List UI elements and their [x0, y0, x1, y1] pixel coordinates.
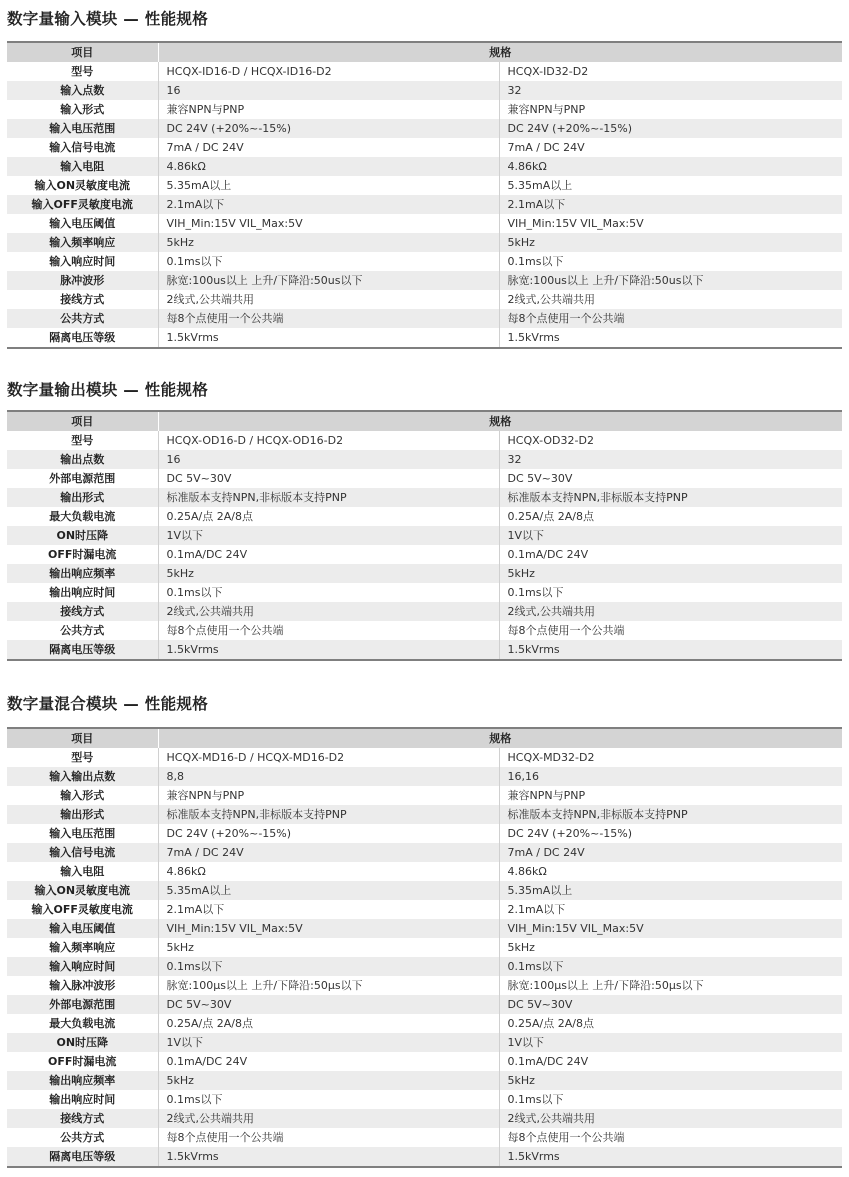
spec-value-col1: DC 5V~30V	[158, 469, 499, 488]
spec-value-col2: 5kHz	[499, 233, 842, 252]
spec-label: 输入点数	[7, 81, 158, 100]
table-row	[7, 995, 842, 1014]
spec-label: 输入电压阈值	[7, 919, 158, 938]
spec-value-col2: DC 5V~30V	[499, 469, 842, 488]
spec-value-col2: 每8个点使用一个公共端	[499, 1128, 842, 1147]
table-row	[7, 786, 842, 805]
spec-value-col1: 5kHz	[158, 1071, 499, 1090]
spec-value-col2: 0.1ms以下	[499, 252, 842, 271]
table-row	[7, 957, 842, 976]
spec-label: OFF时漏电流	[7, 1052, 158, 1071]
spec-value-col1: 16	[158, 450, 499, 469]
spec-value-col1: 5kHz	[158, 938, 499, 957]
spec-label: 公共方式	[7, 309, 158, 328]
spec-label: 隔离电压等级	[7, 1147, 158, 1167]
spec-value-col1: 2线式,公共端共用	[158, 602, 499, 621]
table-row	[7, 431, 842, 450]
table-body	[7, 62, 842, 348]
spec-label: ON时压降	[7, 1033, 158, 1052]
spec-label: ON时压降	[7, 526, 158, 545]
spec-value-col2: 2线式,公共端共用	[499, 1109, 842, 1128]
table-row	[7, 1014, 842, 1033]
section-title: 数字量输入模块 — 性能规格	[7, 10, 208, 28]
spec-value-col2: 32	[499, 450, 842, 469]
table-row	[7, 862, 842, 881]
mixed-spec-table	[7, 727, 842, 1168]
table-row	[7, 271, 842, 290]
spec-label: 输入ON灵敏度电流	[7, 881, 158, 900]
spec-value-col1: DC 5V~30V	[158, 995, 499, 1014]
spec-value-col1: 标准版本支持NPN,非标版本支持PNP	[158, 805, 499, 824]
spec-label: 输出形式	[7, 488, 158, 507]
spec-value-col2: DC 24V (+20%~-15%)	[499, 824, 842, 843]
spec-label: 隔离电压等级	[7, 640, 158, 660]
spec-value-col1: 0.25A/点 2A/8点	[158, 507, 499, 526]
spec-value-col1: 0.1ms以下	[158, 252, 499, 271]
spec-label: 输入电压范围	[7, 824, 158, 843]
spec-value-col1: 5.35mA以上	[158, 176, 499, 195]
spec-value-col1: 7mA / DC 24V	[158, 843, 499, 862]
section-title: 数字量混合模块 — 性能规格	[7, 695, 208, 713]
table-row	[7, 100, 842, 119]
spec-value-col1: 4.86kΩ	[158, 862, 499, 881]
spec-value-col1: 5kHz	[158, 564, 499, 583]
spec-value-col1: 0.1ms以下	[158, 583, 499, 602]
spec-value-col2: 32	[499, 81, 842, 100]
spec-value-col2: 1V以下	[499, 526, 842, 545]
spec-label: 输出响应时间	[7, 583, 158, 602]
spec-value-col1: DC 24V (+20%~-15%)	[158, 824, 499, 843]
table-body	[7, 431, 842, 660]
spec-value-col1: 脉宽:100μs以上 上升/下降沿:50μs以下	[158, 976, 499, 995]
table-row	[7, 1090, 842, 1109]
spec-value-col2: 4.86kΩ	[499, 157, 842, 176]
spec-label: 输出响应频率	[7, 564, 158, 583]
spec-value-col1: 7mA / DC 24V	[158, 138, 499, 157]
header-spec: 规格	[158, 728, 842, 748]
spec-value-col1: 标准版本支持NPN,非标版本支持PNP	[158, 488, 499, 507]
table-row	[7, 309, 842, 328]
spec-value-col2: HCQX-OD32-D2	[499, 431, 842, 450]
spec-value-col1: HCQX-MD16-D / HCQX-MD16-D2	[158, 748, 499, 767]
spec-value-col2: VIH_Min:15V VIL_Max:5V	[499, 214, 842, 233]
table-row	[7, 621, 842, 640]
table-row	[7, 938, 842, 957]
spec-value-col2: 5kHz	[499, 938, 842, 957]
spec-value-col1: 1V以下	[158, 526, 499, 545]
spec-value-col2: 0.1mA/DC 24V	[499, 545, 842, 564]
spec-label: 输入脉冲波形	[7, 976, 158, 995]
table-row	[7, 290, 842, 309]
spec-label: 接线方式	[7, 602, 158, 621]
spec-value-col1: 脉宽:100us以上 上升/下降沿:50us以下	[158, 271, 499, 290]
table-row	[7, 1147, 842, 1167]
spec-label: 型号	[7, 748, 158, 767]
table-row	[7, 195, 842, 214]
table-row	[7, 602, 842, 621]
header-item: 项目	[71, 731, 94, 745]
spec-value-col1: 2.1mA以下	[158, 900, 499, 919]
spec-value-col1: 2线式,公共端共用	[158, 290, 499, 309]
table-row	[7, 138, 842, 157]
spec-value-col1: 8,8	[158, 767, 499, 786]
spec-label: 接线方式	[7, 1109, 158, 1128]
table-body	[7, 748, 842, 1167]
table-row	[7, 1052, 842, 1071]
spec-value-col2: 0.25A/点 2A/8点	[499, 1014, 842, 1033]
spec-value-col2: 兼容NPN与PNP	[499, 786, 842, 805]
table-row	[7, 564, 842, 583]
spec-value-col1: 0.1ms以下	[158, 1090, 499, 1109]
spec-value-col2: 1.5kVrms	[499, 328, 842, 348]
spec-value-col1: 1.5kVrms	[158, 328, 499, 348]
table-header-row	[7, 728, 842, 748]
table-row	[7, 176, 842, 195]
table-row	[7, 1033, 842, 1052]
table-row	[7, 469, 842, 488]
header-item: 项目	[71, 45, 94, 59]
spec-value-col1: DC 24V (+20%~-15%)	[158, 119, 499, 138]
spec-value-col1: 16	[158, 81, 499, 100]
spec-value-col2: 0.1ms以下	[499, 957, 842, 976]
table-row	[7, 526, 842, 545]
table-row	[7, 900, 842, 919]
spec-label: 输入电阻	[7, 862, 158, 881]
spec-label: 型号	[7, 62, 158, 81]
table-row	[7, 214, 842, 233]
spec-label: 输出响应时间	[7, 1090, 158, 1109]
spec-value-col1: 0.1ms以下	[158, 957, 499, 976]
spec-value-col2: 1.5kVrms	[499, 1147, 842, 1167]
spec-value-col1: 2.1mA以下	[158, 195, 499, 214]
spec-value-col1: 兼容NPN与PNP	[158, 100, 499, 119]
spec-value-col2: HCQX-MD32-D2	[499, 748, 842, 767]
header-item: 项目	[71, 414, 94, 428]
table-row	[7, 328, 842, 348]
spec-value-col1: 5kHz	[158, 233, 499, 252]
spec-value-col2: 16,16	[499, 767, 842, 786]
spec-label: 输入频率响应	[7, 938, 158, 957]
table-row	[7, 919, 842, 938]
table-row	[7, 81, 842, 100]
spec-label: 输入电压阈值	[7, 214, 158, 233]
spec-value-col2: 脉宽:100μs以上 上升/下降沿:50μs以下	[499, 976, 842, 995]
spec-label: 外部电源范围	[7, 469, 158, 488]
table-row	[7, 507, 842, 526]
spec-label: 输入电阻	[7, 157, 158, 176]
spec-label: 输入输出点数	[7, 767, 158, 786]
spec-value-col2: HCQX-ID32-D2	[499, 62, 842, 81]
table-header-row	[7, 411, 842, 431]
spec-value-col2: 4.86kΩ	[499, 862, 842, 881]
spec-label: 输入频率响应	[7, 233, 158, 252]
spec-label: 公共方式	[7, 1128, 158, 1147]
spec-label: 输入形式	[7, 786, 158, 805]
table-row	[7, 450, 842, 469]
table-row	[7, 881, 842, 900]
spec-label: 外部电源范围	[7, 995, 158, 1014]
spec-value-col1: 每8个点使用一个公共端	[158, 621, 499, 640]
table-row	[7, 583, 842, 602]
spec-label: 输出点数	[7, 450, 158, 469]
spec-value-col2: 每8个点使用一个公共端	[499, 621, 842, 640]
table-row	[7, 767, 842, 786]
spec-value-col2: 0.1mA/DC 24V	[499, 1052, 842, 1071]
spec-value-col2: 1.5kVrms	[499, 640, 842, 660]
spec-value-col1: 兼容NPN与PNP	[158, 786, 499, 805]
spec-value-col1: 2线式,公共端共用	[158, 1109, 499, 1128]
table-row	[7, 976, 842, 995]
spec-label: 输出形式	[7, 805, 158, 824]
spec-label: 隔离电压等级	[7, 328, 158, 348]
spec-value-col2: 兼容NPN与PNP	[499, 100, 842, 119]
spec-label: 输入电压范围	[7, 119, 158, 138]
spec-value-col2: 5.35mA以上	[499, 176, 842, 195]
spec-value-col2: 7mA / DC 24V	[499, 138, 842, 157]
spec-value-col1: 0.1mA/DC 24V	[158, 545, 499, 564]
spec-value-col2: DC 5V~30V	[499, 995, 842, 1014]
table-row	[7, 62, 842, 81]
spec-value-col2: 0.1ms以下	[499, 1090, 842, 1109]
spec-value-col1: 每8个点使用一个公共端	[158, 309, 499, 328]
table-row	[7, 824, 842, 843]
table-row	[7, 843, 842, 862]
table-row	[7, 233, 842, 252]
spec-value-col2: 标准版本支持NPN,非标版本支持PNP	[499, 805, 842, 824]
table-row	[7, 1128, 842, 1147]
spec-value-col1: VIH_Min:15V VIL_Max:5V	[158, 214, 499, 233]
table-row	[7, 157, 842, 176]
spec-value-col1: HCQX-ID16-D / HCQX-ID16-D2	[158, 62, 499, 81]
spec-value-col2: 脉宽:100us以上 上升/下降沿:50us以下	[499, 271, 842, 290]
spec-value-col2: 2线式,公共端共用	[499, 290, 842, 309]
spec-value-col2: 5kHz	[499, 1071, 842, 1090]
spec-value-col2: 每8个点使用一个公共端	[499, 309, 842, 328]
spec-value-col2: 2.1mA以下	[499, 900, 842, 919]
table-row	[7, 1071, 842, 1090]
spec-label: 输入形式	[7, 100, 158, 119]
spec-value-col1: HCQX-OD16-D / HCQX-OD16-D2	[158, 431, 499, 450]
table-row	[7, 748, 842, 767]
spec-label: OFF时漏电流	[7, 545, 158, 564]
table-header-row	[7, 42, 842, 62]
spec-label: 输入ON灵敏度电流	[7, 176, 158, 195]
header-spec: 规格	[158, 411, 842, 431]
spec-label: 输出响应频率	[7, 1071, 158, 1090]
table-row	[7, 545, 842, 564]
spec-value-col2: 7mA / DC 24V	[499, 843, 842, 862]
spec-label: 脉冲波形	[7, 271, 158, 290]
spec-value-col2: VIH_Min:15V VIL_Max:5V	[499, 919, 842, 938]
spec-value-col2: 5kHz	[499, 564, 842, 583]
header-spec: 规格	[158, 42, 842, 62]
spec-label: 输入OFF灵敏度电流	[7, 900, 158, 919]
spec-label: 输入信号电流	[7, 843, 158, 862]
spec-value-col2: 0.25A/点 2A/8点	[499, 507, 842, 526]
spec-label: 输入响应时间	[7, 252, 158, 271]
spec-value-col2: 2线式,公共端共用	[499, 602, 842, 621]
table-row	[7, 119, 842, 138]
table-row	[7, 252, 842, 271]
spec-value-col2: 2.1mA以下	[499, 195, 842, 214]
spec-label: 型号	[7, 431, 158, 450]
output-spec-table	[7, 410, 842, 661]
spec-label: 输入信号电流	[7, 138, 158, 157]
spec-value-col1: 0.1mA/DC 24V	[158, 1052, 499, 1071]
spec-value-col2: 1V以下	[499, 1033, 842, 1052]
input-spec-table	[7, 41, 842, 349]
table-row	[7, 1109, 842, 1128]
spec-label: 输入响应时间	[7, 957, 158, 976]
spec-value-col1: 5.35mA以上	[158, 881, 499, 900]
table-row	[7, 488, 842, 507]
section-title: 数字量输出模块 — 性能规格	[7, 381, 208, 399]
spec-label: 公共方式	[7, 621, 158, 640]
spec-value-col1: 每8个点使用一个公共端	[158, 1128, 499, 1147]
spec-label: 接线方式	[7, 290, 158, 309]
table-row	[7, 640, 842, 660]
spec-value-col2: DC 24V (+20%~-15%)	[499, 119, 842, 138]
spec-value-col1: 4.86kΩ	[158, 157, 499, 176]
spec-value-col1: 1.5kVrms	[158, 640, 499, 660]
spec-value-col2: 0.1ms以下	[499, 583, 842, 602]
spec-label: 最大负载电流	[7, 1014, 158, 1033]
spec-value-col2: 5.35mA以上	[499, 881, 842, 900]
table-row	[7, 805, 842, 824]
spec-value-col1: 1V以下	[158, 1033, 499, 1052]
spec-label: 输入OFF灵敏度电流	[7, 195, 158, 214]
spec-value-col1: VIH_Min:15V VIL_Max:5V	[158, 919, 499, 938]
spec-value-col2: 标准版本支持NPN,非标版本支持PNP	[499, 488, 842, 507]
spec-label: 最大负载电流	[7, 507, 158, 526]
spec-value-col1: 0.25A/点 2A/8点	[158, 1014, 499, 1033]
spec-value-col1: 1.5kVrms	[158, 1147, 499, 1167]
